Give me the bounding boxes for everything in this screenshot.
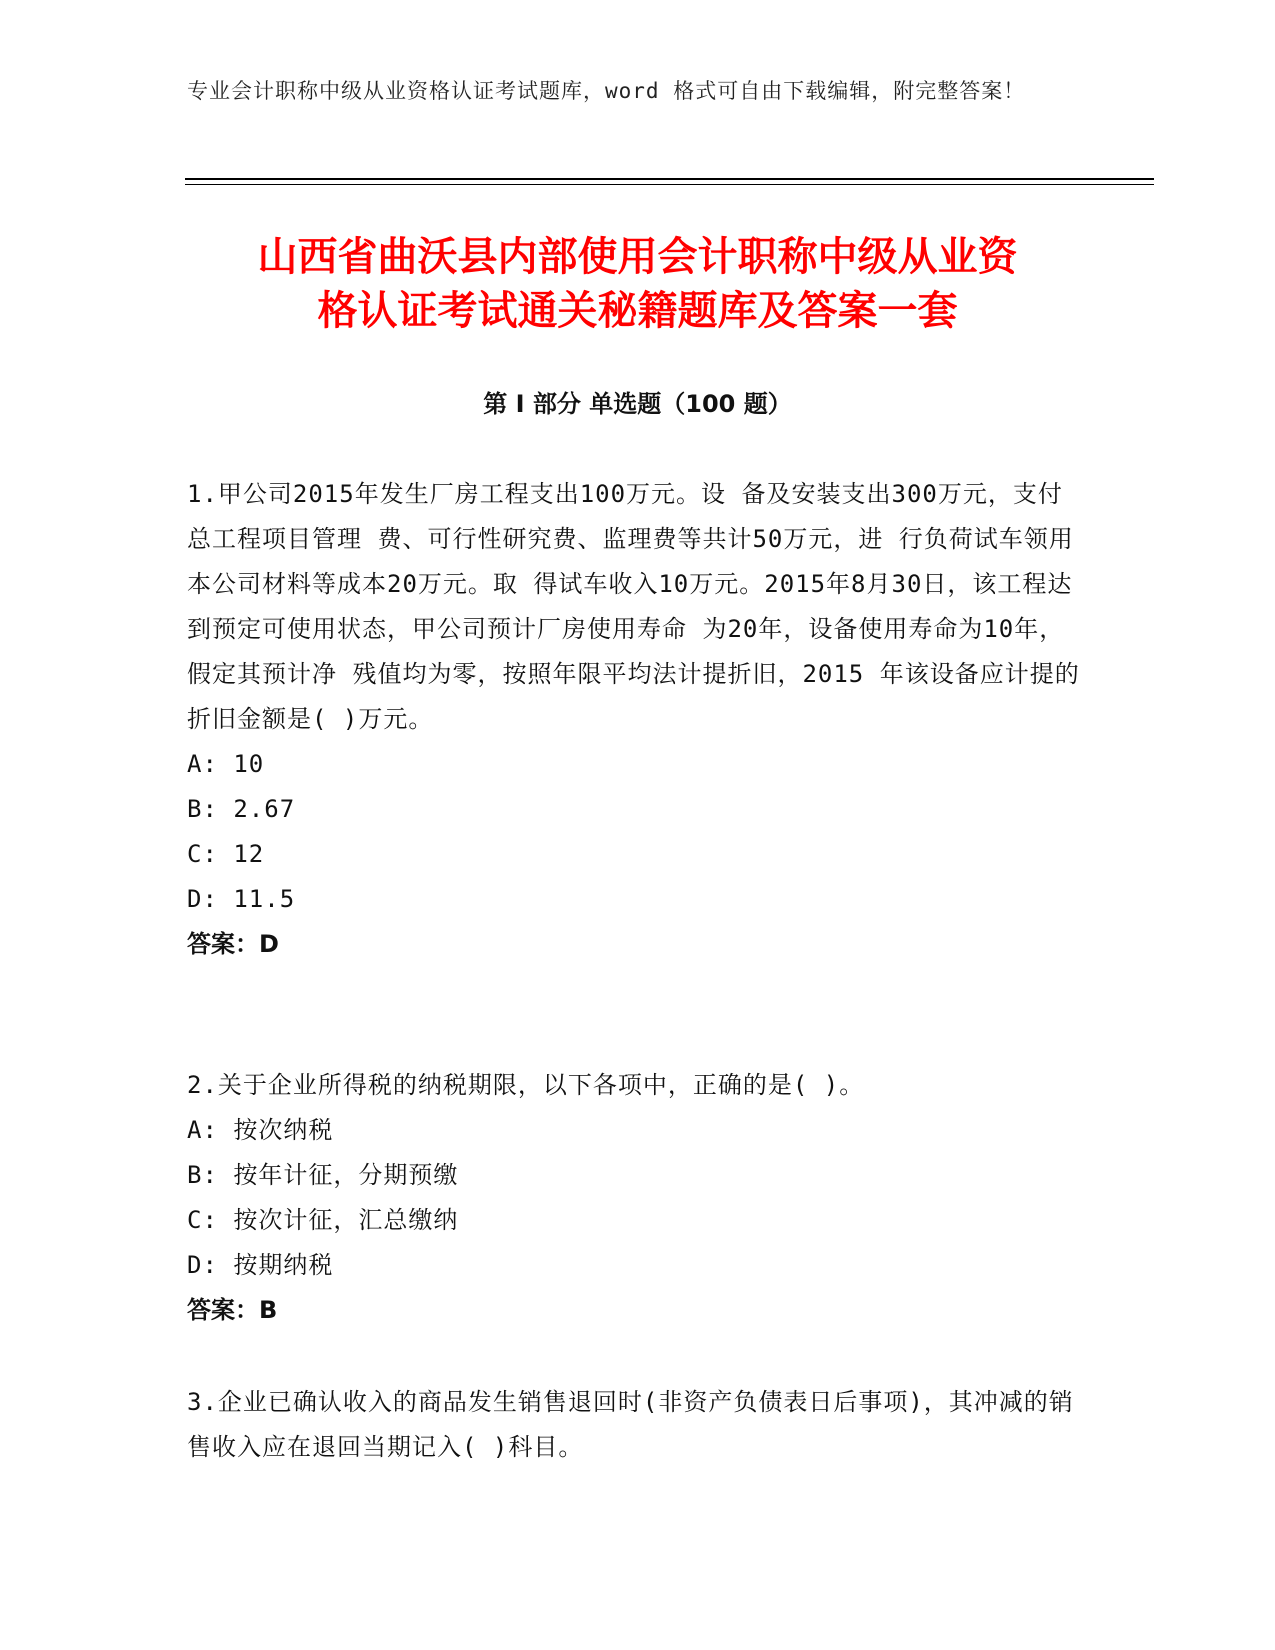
page-header-text: 专业会计职称中级从业资格认证考试题库，word 格式可自由下载编辑，附完整答案！ <box>187 79 1026 103</box>
option-a: A: 按次纳税 <box>187 1116 334 1144</box>
question-stem: 1.甲公司2015年发生厂房工程支出100万元。设 备及安装支出300万元，支付总工程项目管理 费、可行性研究费、监理费等共计50万元，进 行负荷试车领用本公司材料等成本20万元。取 得试车收入10万元。2015年8月30日，该工程达到预定可使用状态，甲公司预计厂房使用寿命 为20年，设备使用寿命为10年，假定其预计净 残值均为零，按照年限平均法计提折旧，2015 年该设备应计提的折旧金额是( )万元。 <box>187 480 1080 733</box>
question-stem: 3.企业已确认收入的商品发生销售退回时(非资产负债表日后事项)，其冲减的销售收入应在退回当期记入( )科目。 <box>187 1388 1074 1461</box>
question-stem: 2.关于企业所得税的纳税期限，以下各项中，正确的是( )。 <box>187 1071 865 1099</box>
header-divider-thick <box>185 178 1154 180</box>
question-1 <box>187 472 1087 967</box>
question-2 <box>187 1063 1087 1333</box>
option-c: C: 12 <box>187 840 265 868</box>
option-b: B: 按年计征，分期预缴 <box>187 1161 459 1189</box>
document-title-line-1: 山西省曲沃县内部使用会计职称中级从业资 <box>257 234 1018 280</box>
header-divider-thin <box>185 184 1154 185</box>
option-d: D: 按期纳税 <box>187 1251 334 1279</box>
section-title: 第 I 部分 单选题（100 题） <box>483 390 792 418</box>
document-title <box>150 230 1125 338</box>
option-a: A: 10 <box>187 750 265 778</box>
option-c: C: 按次计征，汇总缴纳 <box>187 1206 459 1234</box>
document-title-line-2: 格认证考试通关秘籍题库及答案一套 <box>317 288 958 334</box>
option-d: D: 11.5 <box>187 885 296 913</box>
answer: 答案：D <box>187 930 279 958</box>
question-3 <box>187 1380 1087 1470</box>
answer: 答案：B <box>187 1296 278 1324</box>
option-b: B: 2.67 <box>187 795 296 823</box>
